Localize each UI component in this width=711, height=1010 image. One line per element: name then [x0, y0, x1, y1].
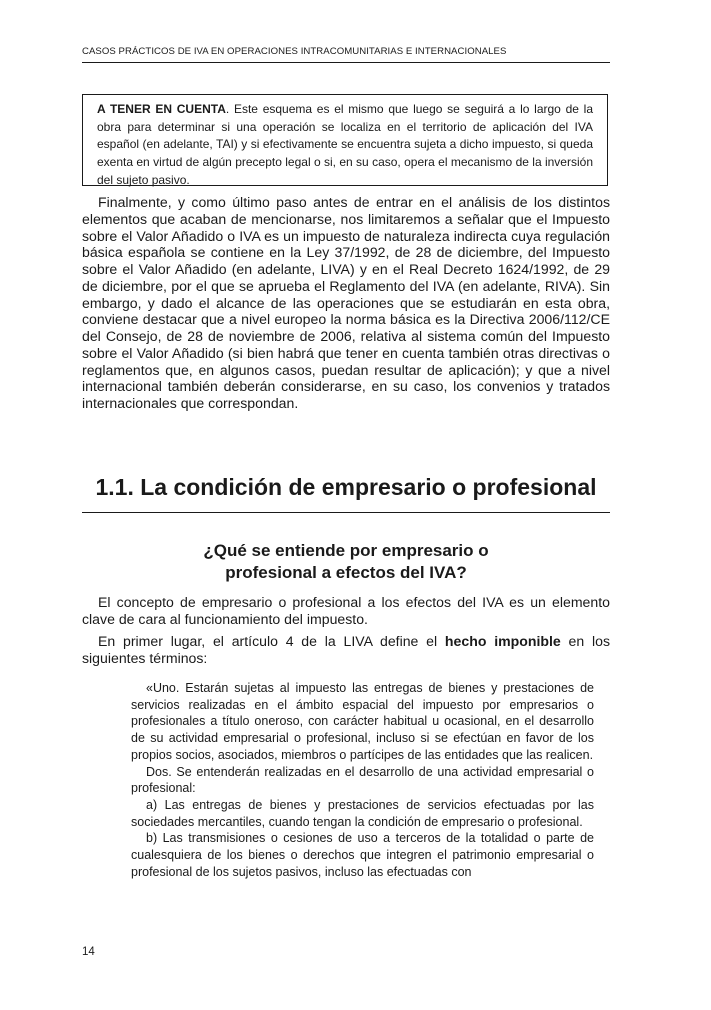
- question-line-2: profesional a efectos del IVA?: [225, 563, 467, 582]
- quote-item-b: b) Las transmisiones o cesiones de uso a terceros de la totalidad o parte de cualesquiera de los bienes o derechos que integren el patrimonio empresarial o profesional de los sujetos pasivos, incluso las efectuadas con: [131, 831, 594, 879]
- section-title: 1.1. La condición de empresario o profesional: [95, 474, 597, 500]
- note-box: [82, 94, 608, 186]
- legal-quote: [131, 680, 594, 880]
- paragraph-article: [82, 633, 610, 667]
- note-box-label: A TENER EN CUENTA: [97, 102, 226, 116]
- quote-paragraph-uno: «Uno. Estarán sujetas al impuesto las entregas de bienes y prestaciones de servicios realizadas en el ámbito espacial del impuesto por empresarios o profesionales a título oneroso, con carácter habitual u ocasional, en el desarrollo de su actividad empresarial o profesional, incluso si se efectúan en favor de los propios socios, asociados, miembros o partícipes de las entidades que las realicen.: [131, 681, 594, 762]
- page-number: 14: [82, 946, 95, 958]
- article-text-bold: hecho imponible: [444, 633, 561, 649]
- article-text-before: En primer lugar, el artículo 4 de la LIVA define el: [98, 633, 445, 649]
- intro-paragraph: Finalmente, y como último paso antes de entrar en el análisis de los distintos elementos que acaban de mencionarse, nos limitaremos a señalar que el Impuesto sobre el Valor Añadido o IVA es un impuesto de naturaleza indirecta cuya regulación básica española se contiene en la Ley 37/1992, de 28 de diciembre, del Impuesto sobre el Valor Añadido (en adelante, LIVA) y en el Real Decreto 1624/1992, de 29 de diciembre, por el que se aprueba el Reglamento del IVA (en adelante, RIVA). Sin embargo, y dado el alcance de las operaciones que se estudiarán en esta obra, conviene destacar que a nivel europeo la norma básica es la Directiva 2006/112/CE del Consejo, de 28 de noviembre de 2006, relativa al sistema común del Impuesto sobre el Valor Añadido (si bien habrá que tener en cuenta también otras directivas o reglamentos que, en algunos casos, puedan resultar de aplicación); y que a nivel internacional también deberán considerarse, en su caso, los convenios y tratados internacionales que correspondan.: [82, 194, 610, 411]
- paragraph-concept: El concepto de empresario o profesional a los efectos del IVA es un elemento clave de cara al funcionamiento del impuesto.: [82, 594, 610, 627]
- article-text-after: en los siguientes términos:: [82, 633, 611, 666]
- section-rule: [82, 512, 610, 513]
- header-rule: [82, 62, 610, 63]
- quote-paragraph-dos: Dos. Se entenderán realizadas en el desarrollo de una actividad empresarial o profesional:: [131, 764, 594, 796]
- running-header: CASOS PRÁCTICOS DE IVA EN OPERACIONES INTRACOMUNITARIAS E INTERNACIONALES: [82, 46, 507, 57]
- quote-item-a: a) Las entregas de bienes y prestaciones de servicios efectuadas por las sociedades mercantiles, cuando tengan la condición de empresario o profesional.: [131, 797, 594, 829]
- question-heading: [82, 540, 610, 584]
- note-box-text: . Este esquema es el mismo que luego se seguirá a lo largo de la obra para determinar si una operación se localiza en el territorio de aplicación del IVA español (en adelante, TAI) y si efectivamente se encuentra sujeta a dicho impuesto, si queda exenta en virtud de algún precepto legal o si, en su caso, opera el mecanismo de la inversión del sujeto pasivo.: [97, 102, 594, 187]
- question-line-1: ¿Qué se entiende por empresario o: [203, 541, 489, 560]
